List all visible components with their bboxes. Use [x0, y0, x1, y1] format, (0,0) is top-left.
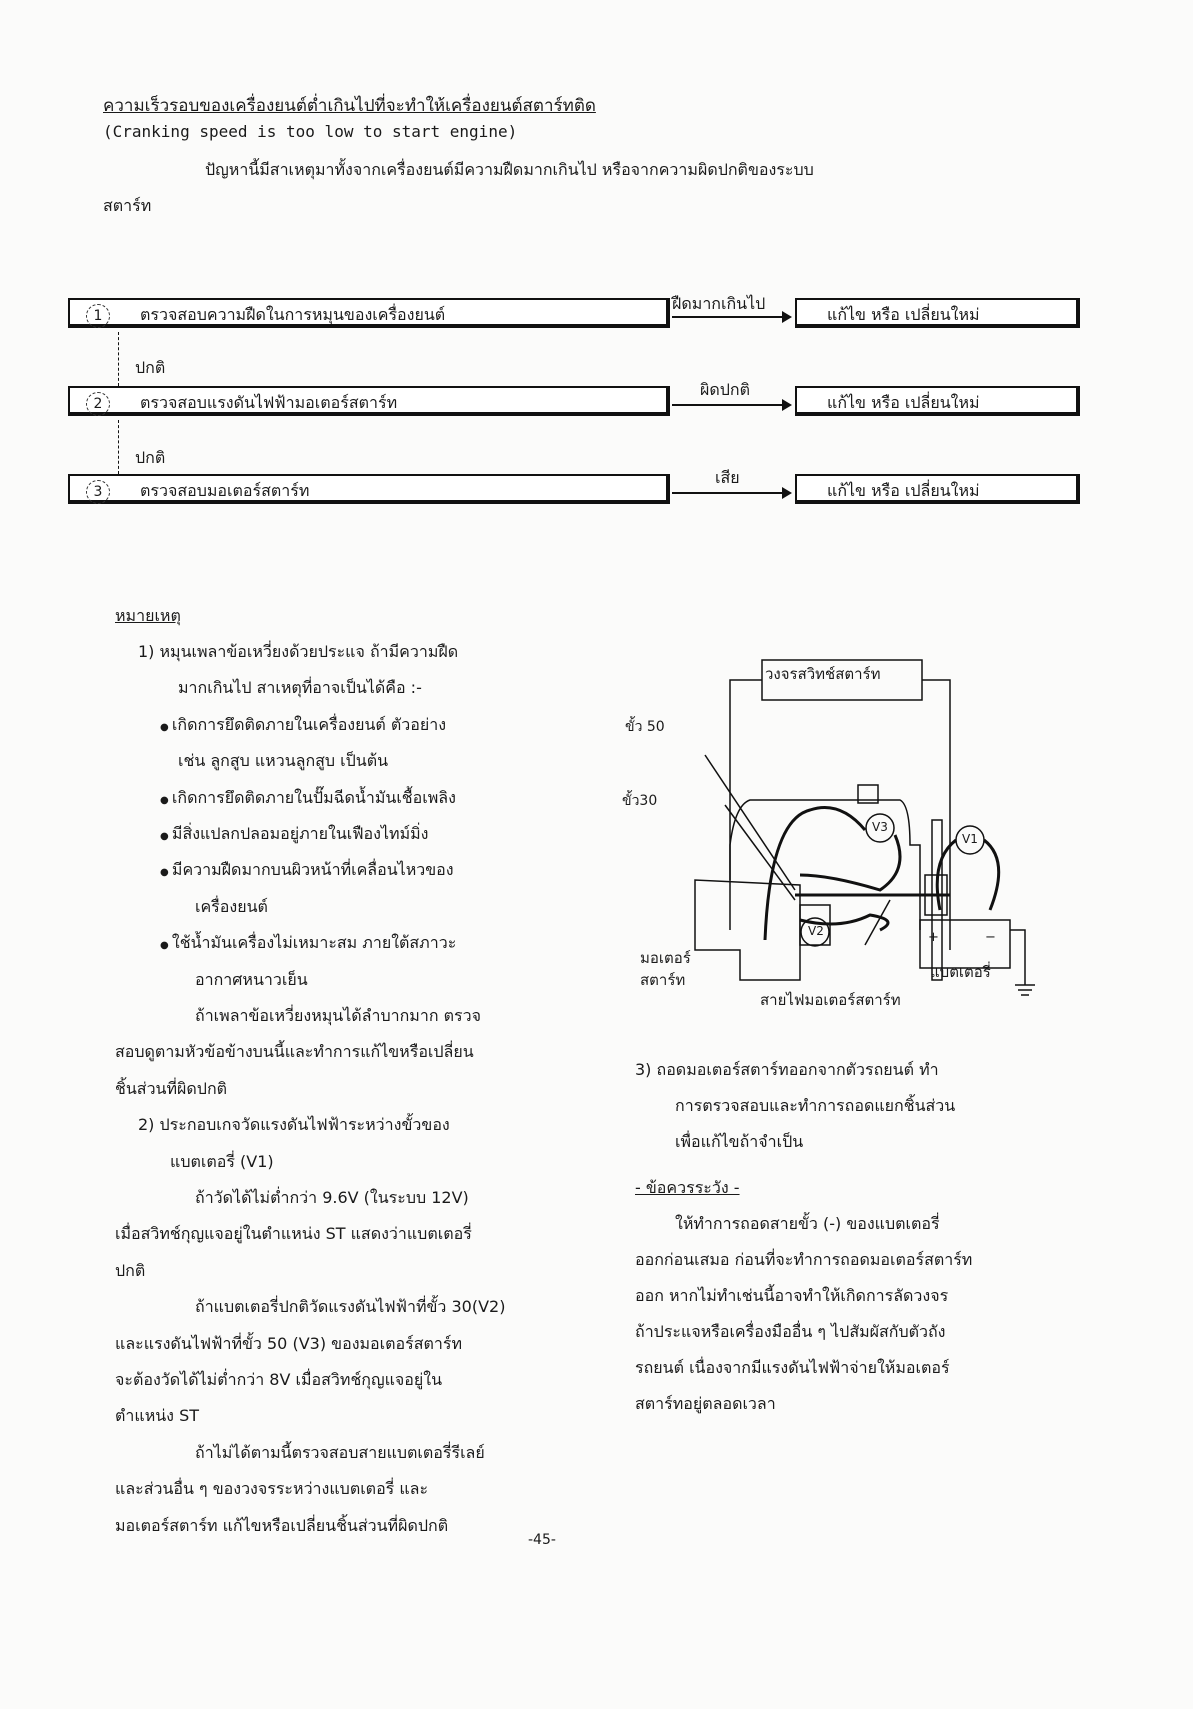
- note-text: เช่น ลูกสูบ แหวนลูกสูบ เป็นต้น: [178, 751, 389, 771]
- battery-plus: +: [928, 930, 939, 945]
- note-line: [115, 1514, 448, 1539]
- arrow: [672, 404, 790, 406]
- caution-title: - ข้อควรระวัง -: [635, 1178, 740, 1197]
- v1-label: V1: [962, 832, 978, 846]
- cable-label: สายไฟมอเตอร์สตาร์ท: [760, 991, 901, 1009]
- normal-label: ปกติ: [135, 448, 166, 467]
- action-box: แก้ไข หรือ เปลี่ยนใหม่: [795, 474, 1080, 504]
- note-text: ชิ้นส่วนที่ผิดปกติ: [115, 1078, 228, 1098]
- note-line: [115, 1477, 428, 1502]
- intro-text-cont: สตาร์ท: [103, 196, 152, 215]
- condition-label: ผิดปกติ: [700, 380, 750, 399]
- flow-line: [118, 332, 119, 386]
- step-number: 2: [86, 392, 110, 416]
- note-text: เครื่องยนต์: [195, 896, 268, 916]
- note-line: [195, 968, 308, 993]
- bullet-icon: ●: [160, 794, 172, 806]
- note-line: [178, 676, 422, 701]
- note-text: ใช้น้ำมันเครื่องไม่เหมาะสม ภายใต้สภาวะ: [171, 933, 457, 953]
- note-line: [170, 1150, 274, 1175]
- battery-label: แบตเตอรี่: [930, 963, 991, 981]
- page-number: -45-: [528, 1532, 556, 1548]
- motor-label-2: สตาร์ท: [640, 971, 686, 989]
- right-line: เพื่อแก้ไขถ้าจำเป็น: [675, 1132, 804, 1151]
- step-1-box: [68, 298, 670, 328]
- note-text: มอเตอร์สตาร์ท แก้ไขหรือเปลี่ยนชิ้นส่วนที่ผิดปกติ: [115, 1515, 449, 1535]
- step-label: ตรวจสอบแรงดันไฟฟ้ามอเตอร์สตาร์ท: [140, 393, 398, 412]
- note-line: [115, 1404, 199, 1429]
- note-text: 1) หมุนเพลาข้อเหวี่ยงด้วยประแจ ถ้ามีความฝืด: [138, 642, 459, 661]
- note-text: และแรงดันไฟฟ้าที่ขั้ว 50 (V3) ของมอเตอร์สตาร์ท: [115, 1333, 462, 1353]
- section-heading: ความเร็วรอบของเครื่องยนต์ต่ำเกินไปที่จะทำให้เครื่องยนต์สตาร์ทติด: [103, 96, 596, 116]
- note-line: [138, 640, 458, 665]
- note-text: ถ้าเพลาข้อเหวี่ยงหมุนได้ลำบากมาก ตรวจ: [195, 1006, 481, 1025]
- bullet-icon: ●: [160, 940, 172, 952]
- flow-line: [118, 420, 119, 474]
- english-subtitle: (Cranking speed is too low to start engine): [103, 122, 518, 141]
- normal-label: ปกติ: [135, 358, 166, 377]
- note-text: ถ้าแบตเตอรี่ปกติวัดแรงดันไฟฟ้าที่ขั้ว 30(V2): [195, 1297, 506, 1317]
- note-text: เกิดการยึดติดภายในเครื่องยนต์ ตัวอย่าง: [171, 714, 447, 734]
- terminal-30-label: ขั้ว30: [622, 793, 658, 809]
- caution-line: รถยนต์ เนื่องจากมีแรงดันไฟฟ้าจ่ายให้มอเตอร์: [635, 1358, 950, 1377]
- note-text: มีสิ่งแปลกปลอมอยู่ภายในเฟืองไทม์มิ่ง: [171, 824, 429, 843]
- note-line: [195, 1186, 469, 1211]
- step-number: 1: [86, 304, 110, 328]
- bullet-item: [160, 858, 454, 883]
- condition-label: เสีย: [715, 468, 740, 487]
- note-text: มากเกินไป สาเหตุที่อาจเป็นได้คือ :-: [178, 678, 422, 698]
- battery-minus: −: [985, 930, 996, 945]
- step-2-box: [68, 386, 670, 416]
- action-box: แก้ไข หรือ เปลี่ยนใหม่: [795, 298, 1080, 328]
- step-label: ตรวจสอบมอเตอร์สตาร์ท: [140, 481, 310, 500]
- caution-line: ออกก่อนเสมอ ก่อนที่จะทำการถอดมอเตอร์สตาร์ท: [635, 1250, 973, 1269]
- note-line: [195, 895, 268, 920]
- note-line: [178, 749, 388, 774]
- condition-label: ฝืดมากเกินไป: [672, 294, 766, 313]
- note-text: เกิดการยึดติดภายในปั๊มฉีดน้ำมันเชื้อเพลิง: [171, 787, 456, 807]
- arrow: [672, 492, 790, 494]
- bullet-icon: ●: [160, 721, 172, 733]
- action-box: แก้ไข หรือ เปลี่ยนใหม่: [795, 386, 1080, 416]
- note-text: เมื่อสวิทช์กุญแจอยู่ในตำแหน่ง ST แสดงว่าแบตเตอรี่: [115, 1224, 472, 1244]
- note-text: สอบดูตามหัวข้อข้างบนนี้และทำการแก้ไขหรือเปลี่ยน: [115, 1042, 474, 1062]
- right-line: การตรวจสอบและทำการถอดแยกชิ้นส่วน: [675, 1096, 956, 1115]
- note-line: [115, 1040, 474, 1065]
- note-line: [195, 1441, 485, 1466]
- terminal-50-label: ขั้ว 50: [625, 719, 665, 735]
- note-line: [115, 1259, 145, 1284]
- note-text: ถ้าวัดได้ไม่ต่ำกว่า 9.6V (ในระบบ 12V): [195, 1188, 469, 1207]
- caution-line: สตาร์ทอยู่ตลอดเวลา: [635, 1394, 776, 1413]
- note-text: ตำแหน่ง ST: [115, 1406, 199, 1426]
- note-text: ถ้าไม่ได้ตามนี้ตรวจสอบสายแบตเตอรี่รีเลย์: [195, 1442, 485, 1462]
- bullet-item: [160, 713, 446, 738]
- intro-text: ปัญหานี้มีสาเหตุมาทั้งจากเครื่องยนต์มีความฝืดมากเกินไป หรือจากความผิดปกติของระบบ: [205, 160, 814, 179]
- caution-line: ให้ทำการถอดสายขั้ว (-) ของแบตเตอรี่: [675, 1214, 940, 1233]
- note-text: แบตเตอรี่ (V1): [170, 1151, 274, 1171]
- bullet-item: [160, 822, 428, 847]
- bullet-item: [160, 786, 456, 811]
- note-text: อากาศหนาวเย็น: [195, 969, 308, 989]
- note-line: [115, 1368, 442, 1393]
- note-line: [115, 1332, 462, 1357]
- step-3-box: [68, 474, 670, 504]
- note-line: [195, 1004, 481, 1029]
- note-text: จะต้องวัดได้ไม่ต่ำกว่า 8V เมื่อสวิทช์กุญแจอยู่ใน: [115, 1370, 443, 1389]
- note-text: ปกติ: [115, 1260, 146, 1280]
- notes-title: หมายเหตุ: [115, 606, 181, 625]
- v2-label: V2: [808, 924, 824, 938]
- note-text: 2) ประกอบเกจวัดแรงดันไฟฟ้าระหว่างขั้วของ: [138, 1115, 450, 1135]
- note-line: [138, 1113, 450, 1138]
- switch-circuit-label: วงจรสวิทช์สตาร์ท: [765, 665, 881, 683]
- note-text: และส่วนอื่น ๆ ของวงจรระหว่างแบตเตอรี่ และ: [115, 1479, 429, 1499]
- step-number: 3: [86, 480, 110, 504]
- arrow: [672, 316, 790, 318]
- note-line: [195, 1295, 505, 1320]
- note-text: มีความฝืดมากบนผิวหน้าที่เคลื่อนไหวของ: [171, 860, 454, 880]
- right-line: 3) ถอดมอเตอร์สตาร์ทออกจากตัวรถยนต์ ทำ: [635, 1060, 939, 1079]
- bullet-item: [160, 931, 456, 956]
- caution-line: ออก หากไม่ทำเช่นนี้อาจทำให้เกิดการลัดวงจร: [635, 1286, 949, 1305]
- motor-label: มอเตอร์: [640, 949, 691, 967]
- step-label: ตรวจสอบความฝืดในการหมุนของเครื่องยนต์: [140, 305, 446, 324]
- caution-line: ถ้าประแจหรือเครื่องมืออื่น ๆ ไปสัมผัสกับตัวถัง: [635, 1322, 946, 1341]
- note-line: [115, 1077, 227, 1102]
- note-line: [115, 1222, 472, 1247]
- bullet-icon: ●: [160, 867, 172, 879]
- v3-label: V3: [872, 820, 888, 834]
- bullet-icon: ●: [160, 831, 172, 842]
